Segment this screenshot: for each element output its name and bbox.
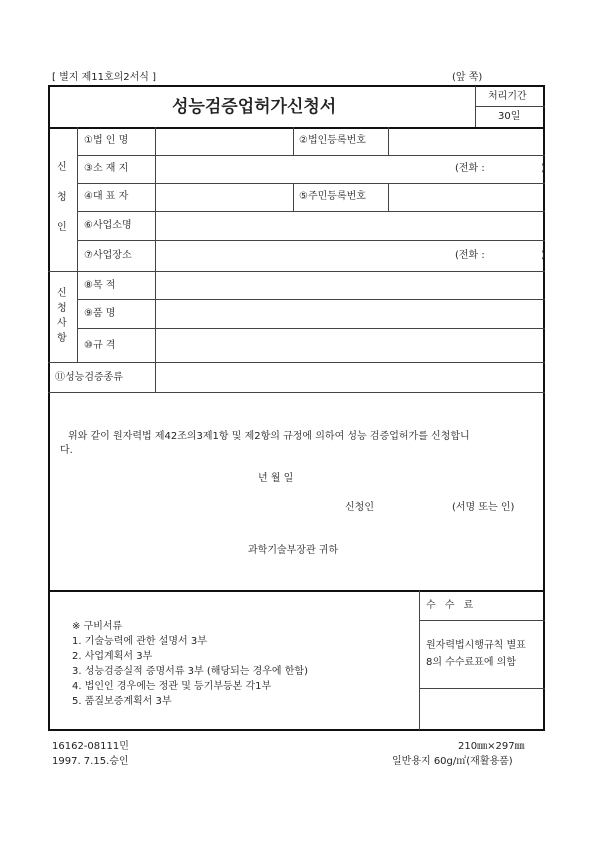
required-document-item: 3. 성능검증실적 증명서류 3부 (해당되는 경우에 한함) <box>72 666 308 677</box>
address-phone-close: ) <box>541 163 545 174</box>
statement-bottom-rule <box>48 590 545 592</box>
form-title: 성능검증업허가신청서 <box>172 97 337 117</box>
applicant-signature-field[interactable] <box>385 498 445 516</box>
representative-label: ④대 표 자 <box>84 191 129 202</box>
item-name-label: ⑨품 명 <box>84 308 116 319</box>
corp-reg-no-field[interactable] <box>390 129 543 153</box>
required-documents <box>72 619 308 709</box>
office-location-label: ⑦사업장소 <box>84 250 132 261</box>
group-column-divider <box>77 127 78 362</box>
footer-paper-spec: 일반용지 60g/㎡(재활용품) <box>392 756 513 767</box>
office-name-field[interactable] <box>157 213 543 238</box>
statement-line-1: 위와 같이 원자력법 제42조의3제1항 및 제2항의 규정에 의하여 성능 검증업허가를 신청합니 <box>68 431 470 442</box>
row-rule-6 <box>77 299 545 300</box>
fee-box-mid-rule <box>419 620 545 621</box>
spec-label: ⑩규 격 <box>84 340 116 351</box>
applicant-group-char-3: 인 <box>57 222 67 233</box>
mid-label-divider-1 <box>388 127 389 155</box>
resident-no-field[interactable] <box>390 185 543 209</box>
row-rule-8 <box>48 362 545 363</box>
addressee: 과학기술부장관 귀하 <box>248 545 339 556</box>
processing-period-value: 30일 <box>498 111 521 122</box>
required-documents-heading: ※ 구비서류 <box>72 621 123 632</box>
verification-type-field[interactable] <box>157 364 543 390</box>
office-location-field[interactable] <box>157 242 447 269</box>
row-rule-4 <box>77 240 545 241</box>
mid-column-divider-2 <box>293 183 294 211</box>
page-side-label: (앞 쪽) <box>452 72 483 83</box>
required-document-item: 2. 사업계획서 3부 <box>72 651 153 662</box>
row-rule-3 <box>77 211 545 212</box>
row-rule-7 <box>77 328 545 329</box>
verification-type-label: ⑪성능검증종류 <box>55 372 123 383</box>
address-field[interactable] <box>157 157 447 181</box>
required-document-item: 1. 기술능력에 관한 설명서 3부 <box>72 636 207 647</box>
purpose-label: ⑧목 적 <box>84 280 116 291</box>
mid-label-divider-2 <box>388 183 389 211</box>
statement-line-2: 다. <box>60 445 73 456</box>
row-rule-2 <box>77 183 545 184</box>
office-name-label: ⑥사업소명 <box>84 220 132 231</box>
request-group-char-4: 항 <box>57 333 67 344</box>
request-group-char-1: 신 <box>57 288 67 299</box>
fee-box-left-rule <box>419 590 420 730</box>
fee-label: 수 수 료 <box>426 600 474 611</box>
statement-date: 년 월 일 <box>258 473 294 484</box>
purpose-field[interactable] <box>157 273 543 297</box>
item-name-field[interactable] <box>157 301 543 326</box>
form-number: [ 별지 제11호의2서식 ] <box>52 72 157 83</box>
label-column-divider <box>155 127 156 392</box>
applicant-group-char-2: 청 <box>57 192 67 203</box>
request-group-char-3: 사 <box>57 318 67 329</box>
processing-period-label: 처리기간 <box>488 91 527 102</box>
footer-form-code: 16162-08111민 <box>52 741 129 752</box>
applicant-signature-label: 신청인 <box>345 502 374 513</box>
fee-text-line-1: 원자력법시행규칙 별표 <box>426 640 526 651</box>
signature-or-seal: (서명 또는 인) <box>452 502 515 513</box>
corp-reg-no-label: ②법인등록번호 <box>299 135 366 146</box>
required-document-item: 5. 품질보증계획서 3부 <box>72 696 172 707</box>
corp-name-field[interactable] <box>157 129 291 153</box>
processing-box-mid <box>475 106 545 107</box>
row-rule-1 <box>77 155 545 156</box>
footer-paper-size: 210㎜×297㎜ <box>458 741 525 752</box>
corp-name-label: ①법 인 명 <box>84 135 129 146</box>
office-phone-close: ) <box>541 250 545 261</box>
applicant-group-char-1: 신 <box>57 162 67 173</box>
representative-field[interactable] <box>157 185 291 209</box>
footer-approval-date: 1997. 7.15.승인 <box>52 756 129 767</box>
request-group-char-2: 청 <box>57 303 67 314</box>
row-rule-9 <box>48 392 545 393</box>
address-label: ③소 재 지 <box>84 163 129 174</box>
mid-column-divider-1 <box>293 127 294 155</box>
spec-field[interactable] <box>157 330 543 360</box>
resident-no-label: ⑤주민등록번호 <box>299 191 366 202</box>
office-phone-label: (전화 : <box>455 250 485 261</box>
required-document-item: 4. 법인인 경우에는 정관 및 등기부등본 각1부 <box>72 681 272 692</box>
fee-box-bottom-rule <box>419 688 545 689</box>
fee-text-line-2: 8의 수수료표에 의함 <box>426 657 516 668</box>
row-rule-5 <box>48 271 545 272</box>
address-phone-label: (전화 : <box>455 163 485 174</box>
